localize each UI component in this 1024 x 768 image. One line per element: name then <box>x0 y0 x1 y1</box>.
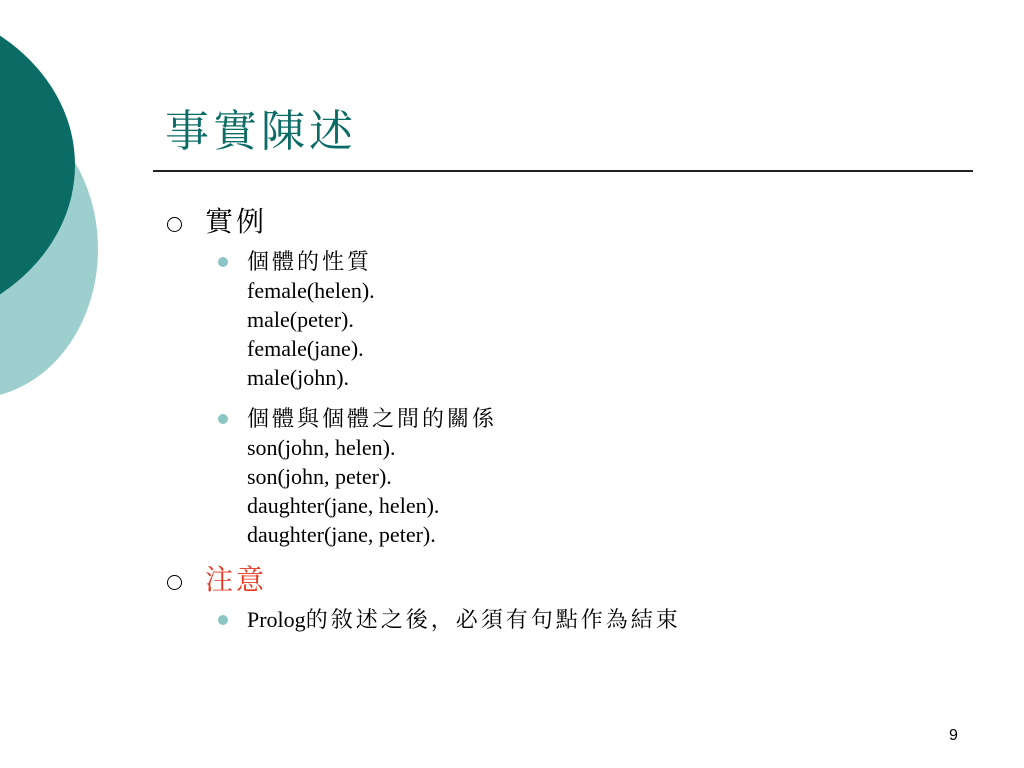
section-heading: 注意 <box>205 565 268 596</box>
item-heading: 個體與個體之間的關係 <box>247 406 498 431</box>
list-item-relations <box>165 404 965 549</box>
note-keyword: Prolog <box>247 607 306 632</box>
item-heading: 個體的性質 <box>247 249 373 274</box>
section-heading: 實例 <box>205 207 268 238</box>
slide-title: 事實陳述 <box>165 107 357 156</box>
note-description: 的敘述之後，必須有句點作為結束 <box>305 607 681 632</box>
page-number: 9 <box>949 727 958 744</box>
section-note <box>165 563 965 599</box>
list-item-properties <box>165 247 965 392</box>
hollow-circle-bullet-icon <box>167 217 182 232</box>
code-line: male(john). <box>247 365 350 390</box>
code-line: female(helen). <box>247 278 375 303</box>
list-item-note <box>165 605 965 634</box>
filled-dot-bullet-icon <box>218 257 228 267</box>
section-examples <box>165 205 965 241</box>
code-line: female(jane). <box>247 336 364 361</box>
code-line: son(john, peter). <box>247 464 392 489</box>
code-line: male(peter). <box>247 307 354 332</box>
note-text <box>247 605 965 634</box>
code-line: daughter(jane, helen). <box>247 493 440 518</box>
code-line: son(john, helen). <box>247 435 396 460</box>
hollow-circle-bullet-icon <box>167 575 182 590</box>
filled-dot-bullet-icon <box>218 414 228 424</box>
slide-body <box>165 205 965 634</box>
title-divider <box>153 170 973 172</box>
code-line: daughter(jane, peter). <box>247 522 436 547</box>
filled-dot-bullet-icon <box>218 615 228 625</box>
